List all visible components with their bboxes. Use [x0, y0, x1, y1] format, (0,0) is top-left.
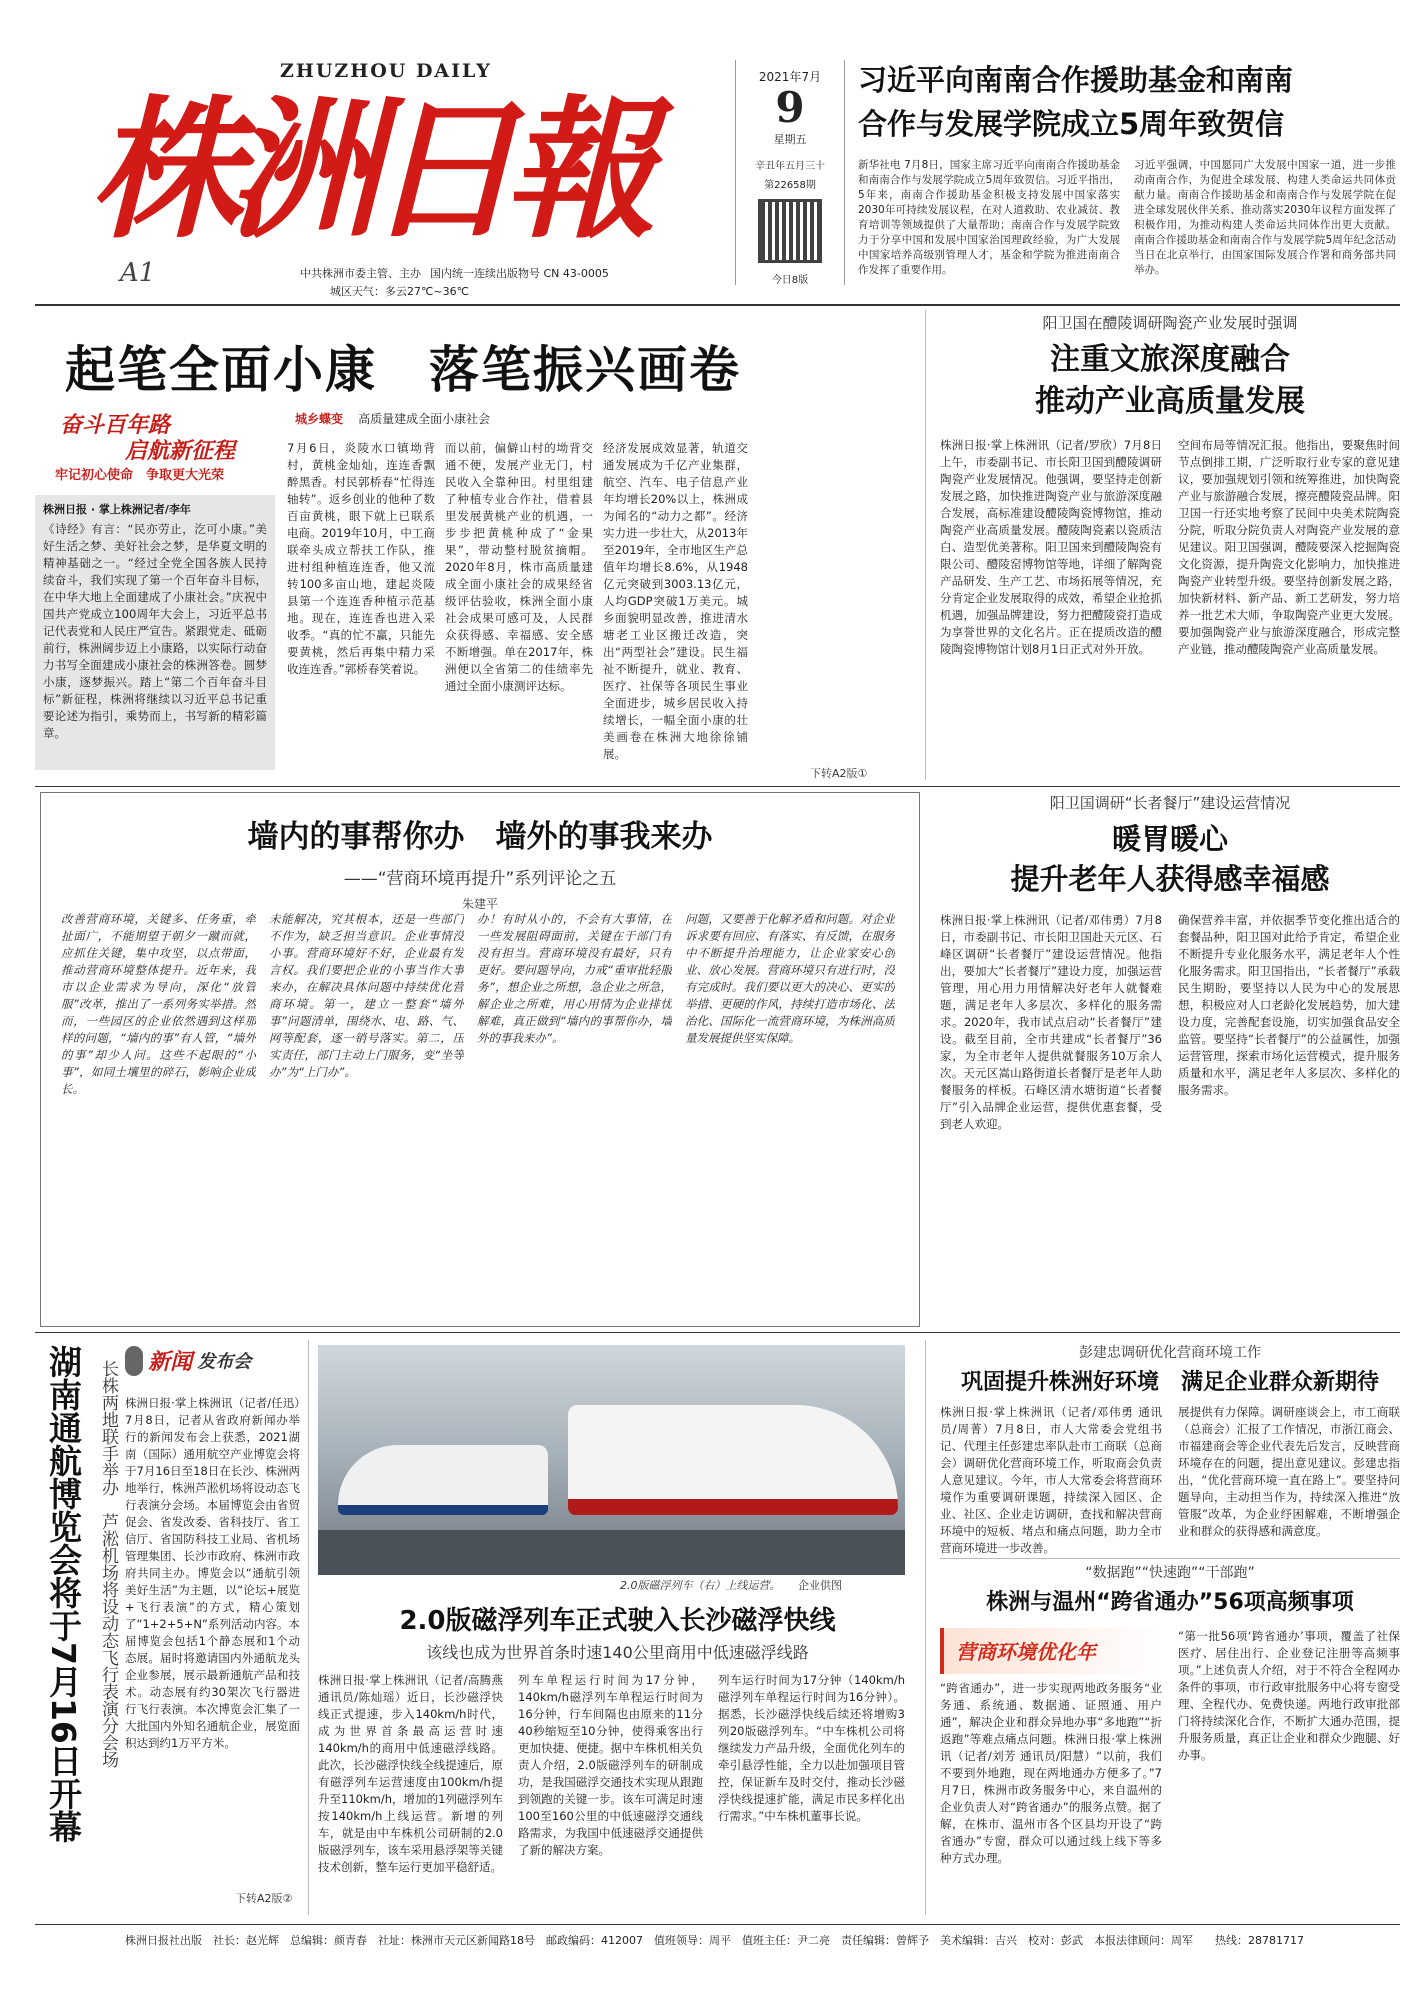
maglev-headline: 2.0版磁浮列车正式驶入长沙磁浮快线 — [399, 1606, 836, 1636]
badge-slogan: 牢记初心使命 争取更大光荣 — [55, 468, 225, 483]
badge-subtitle: 启航新征程 — [125, 438, 236, 464]
cn-code: 国内统一连续出版物号 CN 43-0005 — [430, 267, 609, 280]
top-story-col-2: 习近平强调，中国愿同广大发展中国家一道，进一步推动南南合作，为促进全球发展、构建人类命运共同体贡献力量。南南合作援助基金和南南合作与发展学院在促进全球发展伙伴关系、推动落实2030年议程方面发挥了积极作用，为推动构建人类命运共同体作出更大贡献。南南合作援助基金和南南合作与发展学院5周年纪念活动当日在北京举行，由国家国际发展合作署和商务部共同举办。 — [1134, 159, 1396, 276]
side1-headline-2: 推动产业高质量发展 — [1035, 384, 1305, 419]
side4-col-2: “第一批56项‘跨省通办’事项，覆盖了社保医疗、居住出行、企业登记注册等高频事项。”上述负责人介绍，对于不符合全程网办条件的事项，市行政审批服务中心将专窗受理、全程代办、免费快递。两地行政审批部门将持续深化合作，不断扩大通办范围，提升服务质量，真正让企业和群众少跑腿、好办事。 — [1178, 1629, 1400, 1762]
series-tag: 城乡蝶变 — [295, 412, 344, 426]
issue-number: 第22658期 — [764, 180, 816, 191]
top-story — [858, 58, 1398, 298]
business-env-badge — [940, 1628, 1162, 1674]
side3-col-2: 展提供有力保障。调研座谈会上，市工商联（总商会）汇报了工作情况，市浙江商会、市福建商会等企业代表先后发言，反映营商环境存在的问题，提出意见建议。彭建忠指出，“优化营商环境一直在路上”。要坚持问题导向，主动担当作为，持续深入推进“放管服”改革，为企业纾困解难，不断增强企业和群众的获得感和满意度。 — [1178, 1405, 1400, 1538]
maglev-subhead: 该线也成为世界首条时速140公里商用中低速磁浮线路 — [426, 1643, 809, 1662]
side1-kicker: 阳卫国在醴陵调研陶瓷产业发展时强调 — [1042, 314, 1298, 332]
side2-kicker: 阳卫国调研“长者餐厅”建设运营情况 — [1049, 794, 1291, 812]
section-divider-1 — [35, 786, 1400, 787]
qr-code — [758, 199, 822, 263]
date-day: 9 — [775, 83, 805, 132]
centenary-badge — [35, 408, 275, 488]
footer-rule — [35, 1924, 1400, 1925]
side-story-elder-canteen — [940, 792, 1400, 1322]
side1-headline-1: 注重文旅深度融合 — [1050, 342, 1290, 377]
footer-imprint: 株洲日报社出版 社长：赵光辉 总编辑：颜青春 社址：株洲市天元区新闻路18号 邮政编码：412007 值班领导：周平 值班主任：尹二亮 责任编辑：曾辉予 美术编辑：吉兴 校对：彭武 本报法律顾问：周军 热线：28781717 — [125, 1934, 1304, 1947]
release-tag-label: 发布会 — [197, 1351, 252, 1373]
series-tag-box — [295, 408, 755, 430]
maglev-col-2: 列车单程运行时间为17分钟，140km/h磁浮列车单程运行时间为16分钟，行车间隔也由原来的11分40秒缩短至10分钟，使得乘客出行更加快捷、便捷。据中车株机相关负责人介绍，2.0版磁浮列车的研制成功，是我国磁浮交通技术实现从跟跑到领跑的关键一步。该车可满足时速100至160公里的中低速磁浮交通线路需求，为我国中低速磁浮交通提供了新的解决方案。 — [518, 1673, 703, 1857]
commentary-col-2: 未能解决，究其根本，还是一些部门不作为，缺乏担当意识。企业事情没小事。营商环境好不好，企业最有发言权。我们要把企业的小事当作大事来办，在解决具体问题中持续优化营商环境。第一，建立一整套“墙外事”问题清单，围绕水、电、路、气、网等配套，逐一销号落实。第二，压实责任，部门主动上门服务，变“坐等办”为“上门办”。 — [269, 912, 464, 1079]
commentary-byline: 朱建平 — [461, 897, 498, 911]
side2-col-2: 确保营养丰富，并依据季节变化推出适合的套餐品种，阳卫国对此给予肯定，希望企业不断提升专业化服务水平，满足老年人个性化服务需求。阳卫国指出，“长者餐厅”承载民生期盼，要坚持以人民为中心的发展思想，积极应对人口老龄化发展趋势，加大建设力度，完善配套设施，切实加强食品安全监管。要坚持“长者餐厅”的公益属性，加强运营管理，探索市场化运营模式，提升服务质量和水平，满足老年人多层次、多样化的服务需求。 — [1178, 913, 1400, 1097]
lead-headline: 起笔全面小康 落笔振兴画卷 — [65, 341, 741, 399]
commentary-subhead: ——“营商环境再提升”系列评论之五 — [343, 869, 617, 889]
date-box — [735, 60, 845, 285]
masthead — [0, 0, 860, 300]
lead-col-3: 而以前，偏僻山村的坳背交通不便，发展产业无门，村民收入全靠种田。村里组建了种植专业合作社，借着县里发展黄桃产业的机遇，一步步把黄桃种成了“金果果”，带动整村脱贫摘帽。2020年8月，株市高质量建成全面小康社会的成果经省级评估验收，株洲全面小康社会成果可感可及，人民群众获得感、幸福感、安全感不断增强。单在2017年，株洲便以全省第二的佳绩率先通过全面小康测评达标。 — [445, 441, 593, 693]
top-story-col-1: 新华社电 7月8日，国家主席习近平向南南合作援助基金和南南合作与发展学院成立5周年致贺信。习近平指出，5年来，南南合作援助基金积极支持发展中国家落实2030年可持续发展议程，在对人道救助、农业减贫、教育培训等领域提供了大量帮助；南南合作与发展学院致力于分享中国和发展中国家治国理政经验，为广大发展中国家培养高级别管理人才，基金和学院为推进南南合作发挥了重要作用。 — [858, 159, 1120, 276]
expo-vertical-subhead: 长株两地联手举办 芦淞机场将设动态飞行表演分会场 — [98, 1360, 118, 1768]
maglev-train-left — [338, 1445, 548, 1515]
expo-news-tag — [125, 1345, 300, 1385]
lead-col-2: 7月6日，炎陵水口镇坳背村，黄桃金灿灿，连连香飘醉黑香。村民郭桥春“忙得连轴转”。返乡创业的他种了数百亩黄桃，眼下就上已联系电商。2019年10月，中工商联牵头成立帮扶工作队，推进村组种植连连香，他又流转100多亩山地，建起炎陵县第一个连连香种植示范基地。现在，连连香也进入采收季。“真的忙不赢，只能先要黄桃，然后再集中精力采收连连香。”郭桥春笑着说。 — [287, 441, 435, 676]
expo-body: 株洲日报·掌上株洲讯（记者/任迅）7月8日，记者从省政府新闻办举行的新闻发布会上获悉，2021湖南（国际）通用航空产业博览会将于7月16日至18日在长沙、株洲两地举行，株洲芦淞机场将设动态飞行表演分会场。本届博览会由省贸促会、省发改委、省科技厅、省工信厅、省国防科技工业局、省机场管理集团、长沙市政府、株洲市政府共同主办。博览会以“通航引领美好生活”为主题，以“论坛+展览+飞行表演”的方式，精心策划了“1+2+5+N”系列活动内容。本届博览会包括1个静态展和1个动态展。届时将邀请国内外通航龙头企业参展，展示最新通航产品和技术。动态展有约30架次飞行器进行飞行表演。本次博览会汇集了一大批国内外知名通航企业，展览面积达到约1万平方米。 — [125, 1396, 300, 1750]
side1-col-1: 株洲日报·掌上株洲讯（记者/罗欣）7月8日上午，市委副书记、市长阳卫国到醴陵调研陶瓷产业发展情况。他强调，要坚持走创新发展之路，加快推进陶瓷产业与旅游深度融合发展，高标准建设醴陵陶瓷博物馆，推动陶瓷产业高质量发展。醴陵陶瓷素以瓷质洁白、造型优美著称。阳卫国来到醴陵陶瓷有限公司、醴陵窑博物馆等地，详细了解陶瓷产品研发、生产工艺、市场拓展等情况，充分肯定企业发展取得的成效，希望企业抢抓机遇，加强品牌建设，努力把醴陵瓷打造成为享誉世界的文化名片。正在提质改造的醴陵陶瓷博物馆计划8月1日正式对外开放。 — [940, 438, 1162, 656]
maglev-photo-caption — [620, 1577, 842, 1593]
photo-caption: 2.0版磁浮列车（右）上线运营。 — [620, 1579, 781, 1592]
maglev-divider — [925, 1340, 926, 1915]
side3-col-1: 株洲日报·掌上株洲讯（记者/邓伟勇 通讯员/周菁）7月8日，市人大常委会党组书记、代理主任彭建忠率队赴市工商联（总商会）调研优化营商环境工作，听取商会负责人意见建议。今年，市人大常委会将营商环境作为重要调研课题，持续深入园区、企业、社区、企业走访调研，查找和解决营商环境中的短板、堵点和痛点问题，助力全市营商环境进一步改善。 — [940, 1405, 1162, 1554]
side-story-business-env — [940, 1342, 1400, 1554]
expo-continued: 下转A2版② — [235, 1892, 293, 1905]
lead-story — [35, 310, 915, 780]
maglev-train-right — [568, 1405, 898, 1515]
track-beam — [318, 1530, 905, 1575]
paper-title-calligraphy: 株洲日報 — [90, 80, 642, 259]
maglev-col-3: 列车运行时间为17分钟（140km/h磁浮列车单程运行时间为16分钟）。据悉，长沙磁浮快线后续还将增购3列20版磁浮列车。“中车株机公司将继续发力产品升级，全面优化列车的牵引悬浮性能，全力以赴加强项目管控，保证新车及时交付，推动长沙磁浮快线提速扩能，满足市民多样化出行需求。”中车株机董事长说。 — [718, 1673, 905, 1823]
paper-english-name: ZHUZHOU DAILY — [280, 60, 492, 82]
side2-col-1: 株洲日报·掌上株洲讯（记者/邓伟勇）7月8日，市委副书记、市长阳卫国赴天元区、石峰区调研“长者餐厅”建设运营情况。他指出，要加大“长者餐厅”建设力度，加强运营管理，用心用力用情解决好老年人就餐难题，满足老年人多层次、多样化的服务需求。2020年，我市试点启动“长者餐厅”建设。截至目前，全市共建成“长者餐厅”36家，为全市老年人提供就餐服务10万余人次。天元区嵩山路街道长者餐厅是老年人助餐服务的样板。石峰区清水塘街道“长者餐厅”引入品牌企业运营，提供优惠套餐，受到老人欢迎。 — [940, 913, 1162, 1131]
side3-headline: 巩固提升株洲好环境 满足企业群众新期待 — [960, 1370, 1379, 1395]
side3-kicker: 彭建忠调研优化营商环境工作 — [1079, 1345, 1261, 1361]
side2-headline-2: 提升老年人获得感幸福感 — [1010, 862, 1330, 896]
side3-divider — [940, 1558, 1400, 1559]
top-story-headline-2: 合作与发展学院成立5周年致贺信 — [858, 107, 1285, 141]
expo-divider — [308, 1340, 309, 1915]
lead-col-1: 《诗经》有言：“民亦劳止，汔可小康。”美好生活之梦、美好社会之梦，是华夏文明的精神基础之一。“经过全党全国各族人民持续奋斗，我们实现了第一个百年奋斗目标，在中华大地上全面建成了小康社会。”庆祝中国共产党成立100周年大会上，习近平总书记代表党和人民庄严宣告。紧跟党走、砥砺前行，株洲阔步迈上小康路，以实际行动奋力书写全面建成小康社会的株洲答卷。圆梦小康，逐梦振兴。踏上“第二个百年奋斗目标”新征程，株洲将继续以习近平总书记重要论述为指引，乘势而上，书写新的精彩篇章。 — [43, 522, 267, 740]
side-story-cross-province — [940, 1562, 1400, 1912]
weather-line: 城区天气：多云27℃~36℃ — [330, 285, 469, 298]
series-subtitle: 高质量建成全面小康社会 — [358, 412, 491, 426]
microphone-icon — [125, 1346, 143, 1376]
lead-continued: 下转A2版① — [810, 767, 868, 780]
business-env-badge-label: 营商环境优化年 — [956, 1640, 1096, 1664]
commentary — [40, 792, 920, 1327]
page-code: A1 — [120, 258, 156, 288]
side1-col-2: 空间布局等情况汇报。他指出，要聚焦时间节点倒排工期，广泛听取行业专家的意见建议，要加强规划引领和统筹推进，加快陶瓷产业与旅游融合发展，擦亮醴陵瓷品牌。阳卫国一行还实地考察了民间中央美术院陶瓷分院，听取分院负责人对陶瓷产业发展的意见建议。阳卫国强调，醴陵要深入挖掘陶瓷文化资源，提升陶瓷文化影响力，加快推进陶瓷产业转型升级。要坚持创新发展之路，加快新材料、新产品、新工艺研发，努力培养一批艺术大师，争取陶瓷产业更大发展。要加强陶瓷产业与旅游深度融合，形成完整产业链，推动醴陵陶瓷产业高质量发展。 — [1178, 438, 1400, 656]
masthead-divider — [35, 304, 1400, 306]
news-tag-label: 新闻 — [148, 1349, 193, 1375]
commentary-col-3: 办！有时从小的，不会有大事情，在一些发展阻碍面前，关键在于部门有没有担当。营商环境没有最好，只有更好。要问题导向，力戒“重审批轻服务”，想企业之所想，急企业之所急，解企业之所难，用心用情为企业排忧解难，真正做到“墙内的事帮你办，墙外的事我来办”。 — [477, 912, 672, 1045]
top-story-headline-1: 习近平向南南合作援助基金和南南 — [858, 63, 1294, 97]
commentary-headline: 墙内的事帮你办 墙外的事我来办 — [247, 819, 713, 855]
lead-side-divider — [925, 310, 926, 780]
expo-vertical-headline: 湖南通航博览会将于7月16日开幕 — [44, 1345, 83, 1843]
lunar-date: 辛丑年五月三十 — [755, 161, 825, 172]
lead-intro-box — [35, 495, 275, 770]
date-weekday: 星期五 — [773, 133, 807, 146]
commentary-col-4: 问题，又要善于化解矛盾和问题。对企业诉求要有回应、有落实、有反馈，在服务中不断提升治理能力，让企业家安心创业、放心发展。营商环境只有进行时，没有完成时。我们要以更大的决心、更实的举措、更硬的作风，持续打造市场化、法治化、国际化一流营商环境，为株洲高质量发展提供坚实保障。 — [685, 912, 895, 1045]
side4-kicker: “数据跑”“快速跑”“干部跑” — [1085, 1565, 1255, 1581]
maglev-col-1: 株洲日报·掌上株洲讯（记者/高腾燕 通讯员/陈灿瑶）近日，长沙磁浮快线正式提速，步入140km/h时代，成为世界首条最高运营时速140km/h的商用中低速磁浮线路。此次，长沙磁浮快线全线提速后，原有磁浮列车运营速度由100km/h提升至110km/h，增加的1列磁浮列车按140km/h上线运营。新增的列车，就是由中车株机公司研制的2.0版磁浮列车，该车采用悬浮架等关键技术创新，整车运行更加平稳舒适。 — [318, 1673, 503, 1874]
badge-title: 奋斗百年路 — [60, 412, 171, 438]
maglev-photo — [318, 1345, 905, 1575]
lead-byline: 株洲日报 · 掌上株洲记者/李年 — [43, 503, 191, 516]
pages-today: 今日8版 — [771, 275, 809, 286]
commentary-col-1: 改善营商环境，关键多、任务重，牵扯面广，不能期望于朝夕一蹴而就，应抓住关键，集中攻坚，以点带面，推动营商环境整体提升。近年来，我市以企业需求为导向，深化“放管服”改革，推出了一系列务实举措。然而，一些园区的企业依然遇到这样那样的问题，“墙内的事”有人管，“墙外的事”却少人问。这些不起眼的“小事”，如同土壤里的碎石，影响企业成长。 — [61, 912, 256, 1096]
side4-col-1: “跨省通办”，进一步实现两地政务服务“业务通、系统通、数据通、证照通、用户通”，解决企业和群众异地办事“多地跑”“折返跑”等难点痛点问题。株洲日报·掌上株洲讯（记者/刘芳 通讯员/阳慧）“以前，我们不要到外地跑，现在两地通办方便多了。”7月7日，株洲市政务服务中心，来自温州的企业负责人对“跨省通办”的服务点赞。据了解，在株市、温州市各个区县均开设了“跨省通办”专窗，群众可以通过线上线下等多种方式办理。 — [940, 1681, 1162, 1865]
date-year-month: 2021年7月 — [758, 70, 822, 84]
section-divider-2 — [35, 1332, 1400, 1333]
lead-col-4: 经济发展成效显著，轨道交通发展成为千亿产业集群，航空、汽车、电子信息产业年均增长20%以上，株洲成为闻名的“动力之都”。经济实力进一步壮大，从2013年至2019年，全市地区生产总值年均增长8.6%，从1948亿元突破到3003.13亿元，人均GDP突破1万美元。城乡面貌明显改善，推进清水塘老工业区搬迁改造，突出“两型社会”建设。民生福祉不断提升，就业、教育、医疗、社保等各项民生事业全面进步，城乡居民收入持续增长，一幅全面小康的壮美画卷在株洲大地徐徐铺展。 — [603, 441, 748, 760]
side-story-pottery — [940, 312, 1400, 777]
side2-headline-1: 暖胃暖心 — [1111, 822, 1228, 856]
publisher-line: 中共株洲市委主管、主办 — [300, 267, 421, 280]
photo-credit: 企业供图 — [798, 1579, 842, 1592]
side4-headline: 株洲与温州“跨省通办”56项高频事项 — [986, 1590, 1354, 1615]
